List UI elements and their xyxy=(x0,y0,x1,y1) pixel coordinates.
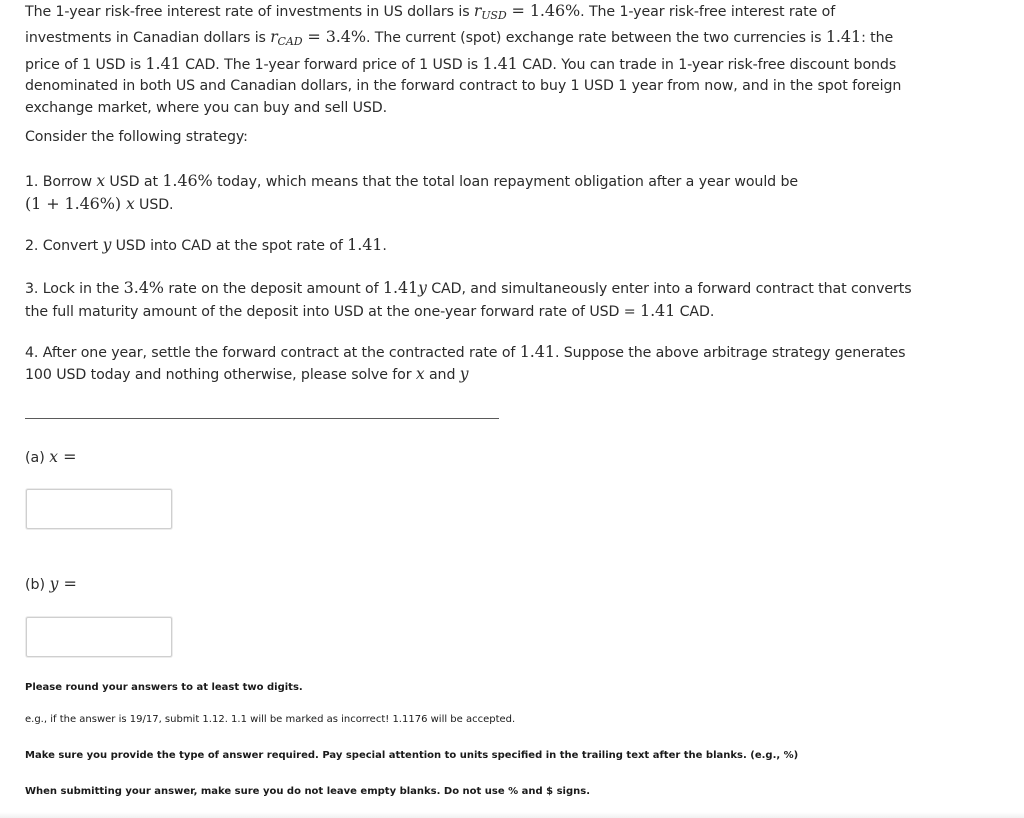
step-2-text-c: . xyxy=(382,238,387,254)
intro-text-6: CAD. You can trade in 1-year risk-free discount bonds denominated in both US and Canadian dollars, in the forward contract to buy 1 USD 1 year from now, and in the spot foreign exchange market, where you can buy and sell USD. xyxy=(25,56,902,116)
step-3-text-c: CAD, and simultaneously enter into a forward contract that converts the full maturity amount of the deposit into USD at the one-year forward rate of USD = xyxy=(25,281,912,321)
intro-paragraph xyxy=(25,0,920,119)
step-3-forward-rate: 1.41 xyxy=(639,301,676,321)
spot-rate-value: 1.41 xyxy=(825,27,862,47)
var-y: y xyxy=(459,365,469,384)
r-usd-symbol: r xyxy=(473,2,482,20)
step-4-text-b: . Suppose the above arbitrage strategy generates 100 USD today and nothing otherwise, please solve for xyxy=(25,345,906,384)
step-3-text-b: rate on the deposit amount of xyxy=(163,281,383,297)
step-1-text-b: USD at xyxy=(105,174,163,190)
step-3-text-d: CAD. xyxy=(675,304,715,321)
step-1-rate: 1.46% xyxy=(162,171,213,190)
step-3-rate: 3.4% xyxy=(123,278,164,297)
step-4-text-a: 4. After one year, settle the forward contract at the contracted rate of xyxy=(25,345,520,361)
step-4-rate: 1.41 xyxy=(519,342,555,361)
page-bottom-edge xyxy=(0,812,1024,818)
r-cad-value: = 3.4% xyxy=(302,27,366,47)
answer-b-prefix: (b) xyxy=(25,577,50,593)
equals-sign: = xyxy=(58,447,77,466)
r-usd-subscript: USD xyxy=(481,9,507,22)
var-y: y xyxy=(49,575,59,593)
var-x: x xyxy=(49,448,59,466)
var-x: x xyxy=(125,195,135,214)
answer-a-input[interactable] xyxy=(26,489,172,529)
step-3-amount: 1.41 xyxy=(382,278,419,297)
intro-text-5: CAD. The 1-year forward price of 1 USD is xyxy=(180,56,483,73)
step-3-text-a: 3. Lock in the xyxy=(25,281,124,297)
intro-text-4: : the price of 1 USD is xyxy=(25,30,894,73)
intro-text-3: . The current (spot) exchange rate between the two currencies is xyxy=(365,30,826,47)
spot-price-value: 1.41 xyxy=(145,53,181,73)
example-note: e.g., if the answer is 19/17, submit 1.12. 1.1 will be marked as incorrect! 1.1176 will be accepted. xyxy=(25,714,516,725)
step-3 xyxy=(25,277,920,324)
step-1-expression: (1 + 1.46%) xyxy=(25,194,126,214)
step-2-text-a: 2. Convert xyxy=(25,238,103,254)
var-x: x xyxy=(415,365,425,384)
step-2-rate: 1.41 xyxy=(347,235,383,254)
submit-note: When submitting your answer, make sure you do not leave empty blanks. Do not use % and $ signs. xyxy=(25,786,590,797)
equals-sign: = xyxy=(58,574,77,593)
step-1-text-c: today, which means that the total loan repayment obligation after a year would be xyxy=(212,174,799,190)
step-1-text-a: 1. Borrow xyxy=(25,174,97,190)
intro-text-2: . The 1-year risk-free interest rate of investments in Canadian dollars is xyxy=(25,4,836,47)
var-y: y xyxy=(102,236,112,254)
forward-price-value: 1.41 xyxy=(482,53,518,73)
units-note: Make sure you provide the type of answer required. Pay special attention to units specified in the trailing text after the blanks. (e.g., %) xyxy=(25,750,799,761)
intro-text-1: The 1-year risk-free interest rate of investments in US dollars is xyxy=(25,4,474,20)
step-4 xyxy=(25,341,920,387)
step-1 xyxy=(25,170,920,217)
r-cad-symbol: r xyxy=(270,28,278,47)
var-x: x xyxy=(96,172,106,190)
r-usd-value: = 1.46% xyxy=(506,1,581,20)
rounding-note: Please round your answers to at least two digits. xyxy=(25,682,303,693)
step-2 xyxy=(25,234,387,257)
answer-b-input[interactable] xyxy=(26,617,172,657)
step-4-text-c: and xyxy=(424,367,460,384)
consider-text: Consider the following strategy: xyxy=(25,129,248,145)
section-divider xyxy=(25,418,499,419)
step-2-text-b: USD into CAD at the spot rate of xyxy=(111,238,348,254)
step-1-text-d: USD. xyxy=(134,197,174,214)
answer-a-label xyxy=(25,447,77,468)
answer-a-prefix: (a) xyxy=(25,450,50,466)
answer-b-label xyxy=(25,574,77,595)
r-cad-subscript: CAD xyxy=(277,35,303,49)
var-y: y xyxy=(418,279,427,297)
